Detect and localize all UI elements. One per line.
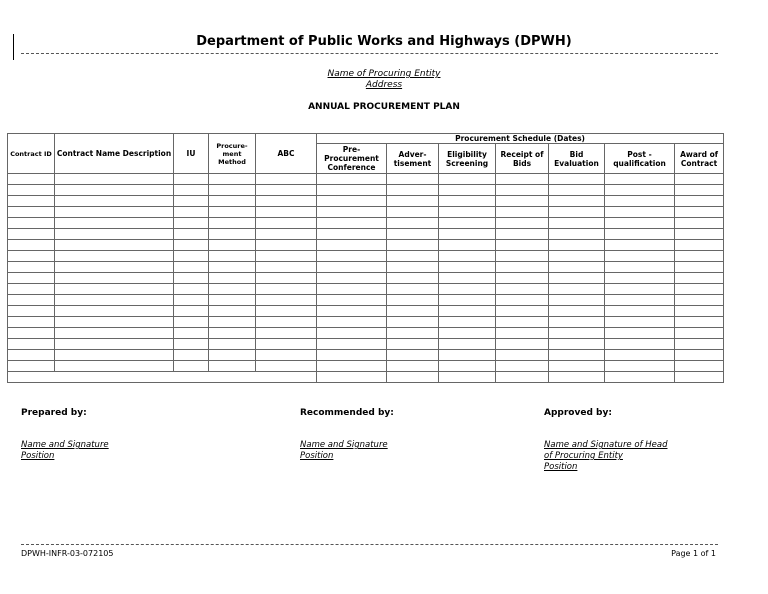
table-cell bbox=[605, 251, 675, 262]
entity-address: Address bbox=[365, 80, 403, 90]
table-cell bbox=[256, 185, 317, 196]
table-cell bbox=[317, 251, 387, 262]
table-row bbox=[8, 339, 724, 350]
table-cell bbox=[55, 262, 174, 273]
table-cell bbox=[605, 240, 675, 251]
table-cell bbox=[174, 207, 209, 218]
table-cell bbox=[209, 207, 256, 218]
table-cell bbox=[174, 262, 209, 273]
prepared-position: Position bbox=[21, 451, 55, 461]
table-cell bbox=[209, 361, 256, 372]
header-contract-id: Contract ID bbox=[8, 134, 55, 174]
table-cell bbox=[549, 273, 605, 284]
table-cell bbox=[387, 295, 439, 306]
table-cell bbox=[174, 295, 209, 306]
table-cell bbox=[256, 218, 317, 229]
table-cell bbox=[605, 295, 675, 306]
table-cell bbox=[605, 196, 675, 207]
table-row bbox=[8, 207, 724, 218]
table-cell bbox=[8, 262, 55, 273]
table-cell bbox=[605, 207, 675, 218]
table-cell bbox=[496, 251, 549, 262]
table-cell bbox=[55, 295, 174, 306]
table-cell bbox=[256, 229, 317, 240]
table-cell bbox=[496, 328, 549, 339]
table-cell bbox=[605, 262, 675, 273]
table-cell bbox=[55, 207, 174, 218]
table-cell bbox=[256, 251, 317, 262]
table-cell bbox=[256, 317, 317, 328]
table-cell bbox=[317, 295, 387, 306]
table-cell bbox=[55, 284, 174, 295]
table-cell bbox=[55, 229, 174, 240]
table-cell bbox=[256, 295, 317, 306]
table-cell bbox=[55, 328, 174, 339]
table-row bbox=[8, 251, 724, 262]
table-cell bbox=[8, 350, 55, 361]
header-pre-procurement: Pre- Procurement Conference bbox=[317, 144, 387, 174]
table-cell bbox=[387, 174, 439, 185]
table-cell bbox=[387, 196, 439, 207]
table-cell bbox=[549, 317, 605, 328]
table-cell bbox=[549, 229, 605, 240]
table-cell bbox=[174, 251, 209, 262]
recommended-position: Position bbox=[300, 451, 334, 461]
table-cell bbox=[55, 350, 174, 361]
header-divider bbox=[21, 53, 718, 54]
table-cell bbox=[317, 262, 387, 273]
table-cell bbox=[675, 185, 724, 196]
table-cell bbox=[675, 229, 724, 240]
table-cell bbox=[549, 185, 605, 196]
table-cell bbox=[387, 328, 439, 339]
table-cell bbox=[605, 185, 675, 196]
table-cell bbox=[256, 174, 317, 185]
table-cell bbox=[549, 196, 605, 207]
page-number: Page 1 of 1 bbox=[671, 549, 716, 558]
table-cell bbox=[549, 306, 605, 317]
table-cell bbox=[209, 196, 256, 207]
table-cell bbox=[317, 207, 387, 218]
table-cell bbox=[387, 361, 439, 372]
table-cell bbox=[549, 251, 605, 262]
table-cell bbox=[549, 174, 605, 185]
table-cell bbox=[256, 240, 317, 251]
header-receipt: Receipt of Bids bbox=[496, 144, 549, 174]
table-cell bbox=[387, 350, 439, 361]
table-cell bbox=[387, 240, 439, 251]
approved-name-line-2: of Procuring Entity bbox=[544, 451, 623, 461]
table-cell bbox=[8, 185, 55, 196]
table-row bbox=[8, 229, 724, 240]
header-description: Contract Name Description bbox=[55, 134, 174, 174]
table-cell bbox=[174, 317, 209, 328]
table-cell bbox=[209, 273, 256, 284]
table-cell bbox=[174, 284, 209, 295]
approved-label: Approved by: bbox=[544, 408, 612, 418]
table-row bbox=[8, 174, 724, 185]
header-eligibility: Eligibility Screening bbox=[439, 144, 496, 174]
table-cell bbox=[209, 317, 256, 328]
table-cell bbox=[8, 218, 55, 229]
table-cell bbox=[675, 372, 724, 383]
table-cell bbox=[8, 295, 55, 306]
table-row bbox=[8, 317, 724, 328]
table-cell bbox=[496, 306, 549, 317]
table-cell bbox=[675, 361, 724, 372]
table-row bbox=[8, 240, 724, 251]
table-cell bbox=[439, 240, 496, 251]
table-cell bbox=[675, 207, 724, 218]
table-cell bbox=[387, 207, 439, 218]
table-cell bbox=[317, 306, 387, 317]
table-cell bbox=[496, 240, 549, 251]
table-cell bbox=[55, 251, 174, 262]
table-cell bbox=[549, 339, 605, 350]
approved-name-line-1: Name and Signature of Head bbox=[544, 440, 668, 450]
table-cell bbox=[8, 207, 55, 218]
header-award: Award of Contract bbox=[675, 144, 724, 174]
table-cell bbox=[549, 207, 605, 218]
table-cell bbox=[605, 361, 675, 372]
table-cell bbox=[496, 229, 549, 240]
prepared-name: Name and Signature bbox=[21, 440, 109, 450]
table-cell bbox=[387, 339, 439, 350]
table-cell bbox=[209, 339, 256, 350]
table-cell bbox=[8, 229, 55, 240]
table-cell bbox=[387, 218, 439, 229]
table-cell bbox=[675, 339, 724, 350]
table-cell bbox=[439, 273, 496, 284]
table-cell bbox=[317, 339, 387, 350]
table-cell bbox=[496, 196, 549, 207]
table-cell bbox=[317, 196, 387, 207]
table-cell bbox=[549, 240, 605, 251]
table-cell bbox=[675, 317, 724, 328]
table-cell bbox=[605, 317, 675, 328]
table-cell bbox=[174, 339, 209, 350]
form-code: DPWH-INFR-03-072105 bbox=[21, 549, 114, 558]
table-cell bbox=[387, 185, 439, 196]
table-cell bbox=[496, 218, 549, 229]
table-cell bbox=[439, 361, 496, 372]
table-cell bbox=[55, 174, 174, 185]
table-cell bbox=[387, 306, 439, 317]
table-cell bbox=[675, 306, 724, 317]
table-cell bbox=[387, 229, 439, 240]
table-cell bbox=[675, 328, 724, 339]
table-cell bbox=[549, 350, 605, 361]
table-row bbox=[8, 185, 724, 196]
table-cell bbox=[605, 229, 675, 240]
table-cell bbox=[209, 174, 256, 185]
table-cell bbox=[317, 218, 387, 229]
footer-divider bbox=[21, 544, 718, 545]
table-cell bbox=[55, 306, 174, 317]
plan-title: ANNUAL PROCUREMENT PLAN bbox=[308, 102, 460, 112]
table-cell bbox=[8, 251, 55, 262]
table-cell bbox=[317, 185, 387, 196]
table-cell bbox=[256, 207, 317, 218]
table-cell bbox=[549, 295, 605, 306]
table-cell bbox=[496, 372, 549, 383]
table-cell bbox=[675, 284, 724, 295]
table-cell bbox=[256, 361, 317, 372]
table-cell bbox=[439, 229, 496, 240]
table-cell bbox=[387, 372, 439, 383]
table-cell bbox=[174, 240, 209, 251]
table-cell bbox=[496, 284, 549, 295]
table-cell bbox=[174, 273, 209, 284]
table-cell bbox=[675, 350, 724, 361]
table-cell bbox=[256, 273, 317, 284]
table-cell bbox=[605, 218, 675, 229]
table-cell bbox=[675, 251, 724, 262]
header-bid-evaluation: Bid Evaluation bbox=[549, 144, 605, 174]
table-cell bbox=[439, 185, 496, 196]
header-iu: IU bbox=[174, 134, 209, 174]
table-cell bbox=[675, 174, 724, 185]
table-row bbox=[8, 273, 724, 284]
header-advertisement: Adver- tisement bbox=[387, 144, 439, 174]
table-cell bbox=[387, 317, 439, 328]
table-cell bbox=[496, 185, 549, 196]
table-cell bbox=[174, 174, 209, 185]
table-cell bbox=[439, 196, 496, 207]
table-cell bbox=[317, 284, 387, 295]
table-row bbox=[8, 361, 724, 372]
table-cell bbox=[387, 251, 439, 262]
table-cell bbox=[209, 306, 256, 317]
table-cell bbox=[439, 262, 496, 273]
table-cell bbox=[439, 350, 496, 361]
table-cell bbox=[8, 284, 55, 295]
table-cell bbox=[439, 317, 496, 328]
table-cell bbox=[549, 284, 605, 295]
table-cell bbox=[55, 273, 174, 284]
table-cell bbox=[8, 273, 55, 284]
table-cell bbox=[439, 284, 496, 295]
table-cell bbox=[209, 229, 256, 240]
table-cell bbox=[496, 273, 549, 284]
table-cell bbox=[439, 207, 496, 218]
table-cell bbox=[496, 339, 549, 350]
table-cell bbox=[605, 273, 675, 284]
table-cell bbox=[496, 350, 549, 361]
table-cell bbox=[256, 284, 317, 295]
table-cell bbox=[605, 174, 675, 185]
table-cell bbox=[317, 317, 387, 328]
table-cell bbox=[496, 361, 549, 372]
table-cell bbox=[174, 218, 209, 229]
table-cell bbox=[8, 372, 317, 383]
procurement-table bbox=[7, 133, 724, 383]
table-cell bbox=[675, 295, 724, 306]
table-cell bbox=[55, 361, 174, 372]
table-cell bbox=[55, 185, 174, 196]
table-cell bbox=[387, 262, 439, 273]
table-cell bbox=[387, 284, 439, 295]
table-cell bbox=[256, 196, 317, 207]
table-cell bbox=[317, 174, 387, 185]
table-cell bbox=[549, 328, 605, 339]
prepared-label: Prepared by: bbox=[21, 408, 87, 418]
table-cell bbox=[256, 306, 317, 317]
table-cell bbox=[675, 262, 724, 273]
table-cell bbox=[605, 372, 675, 383]
table-cell bbox=[675, 273, 724, 284]
table-cell bbox=[496, 207, 549, 218]
table-cell bbox=[439, 306, 496, 317]
table-cell bbox=[549, 262, 605, 273]
table-cell bbox=[8, 328, 55, 339]
header-method: Procure- ment Method bbox=[209, 134, 256, 174]
table-cell bbox=[8, 306, 55, 317]
table-cell bbox=[439, 218, 496, 229]
table-cell bbox=[174, 185, 209, 196]
table-cell bbox=[8, 339, 55, 350]
table-cell bbox=[317, 328, 387, 339]
header-schedule: Procurement Schedule (Dates) bbox=[317, 134, 724, 144]
table-cell bbox=[174, 350, 209, 361]
table-row bbox=[8, 306, 724, 317]
table-cell bbox=[549, 218, 605, 229]
table-cell bbox=[256, 350, 317, 361]
table-row bbox=[8, 328, 724, 339]
table-cell bbox=[317, 361, 387, 372]
recommended-name: Name and Signature bbox=[300, 440, 388, 450]
table-row bbox=[8, 262, 724, 273]
table-cell bbox=[496, 262, 549, 273]
table-cell bbox=[256, 328, 317, 339]
table-cell bbox=[549, 372, 605, 383]
table-cell bbox=[55, 240, 174, 251]
table-cell bbox=[55, 196, 174, 207]
table-row bbox=[8, 284, 724, 295]
table-cell bbox=[605, 284, 675, 295]
table-cell bbox=[8, 317, 55, 328]
table-cell bbox=[439, 328, 496, 339]
header-abc: ABC bbox=[256, 134, 317, 174]
table-cell bbox=[549, 361, 605, 372]
entity-name: Name of Procuring Entity bbox=[327, 69, 441, 79]
table-cell bbox=[209, 262, 256, 273]
table-cell bbox=[317, 273, 387, 284]
table-cell bbox=[496, 174, 549, 185]
table-cell bbox=[496, 317, 549, 328]
table-cell bbox=[675, 218, 724, 229]
table-cell bbox=[675, 196, 724, 207]
table-row bbox=[8, 295, 724, 306]
table-cell bbox=[209, 328, 256, 339]
approved-position: Position bbox=[544, 462, 578, 472]
recommended-label: Recommended by: bbox=[300, 408, 394, 418]
table-body bbox=[8, 174, 724, 383]
table-cell bbox=[605, 328, 675, 339]
table-cell bbox=[256, 262, 317, 273]
table-cell bbox=[605, 339, 675, 350]
table-cell bbox=[439, 174, 496, 185]
table-cell bbox=[8, 240, 55, 251]
table-cell bbox=[174, 229, 209, 240]
table-cell bbox=[439, 251, 496, 262]
table-cell bbox=[8, 361, 55, 372]
table-cell bbox=[317, 350, 387, 361]
table-row bbox=[8, 196, 724, 207]
table-cell bbox=[209, 350, 256, 361]
table-cell bbox=[209, 218, 256, 229]
table-cell bbox=[174, 328, 209, 339]
table-cell bbox=[256, 339, 317, 350]
table-cell bbox=[174, 196, 209, 207]
table-cell bbox=[317, 229, 387, 240]
table-cell bbox=[439, 295, 496, 306]
table-cell bbox=[605, 306, 675, 317]
page-title: Department of Public Works and Highways (DPWH) bbox=[196, 34, 572, 49]
table-cell bbox=[55, 317, 174, 328]
table-cell bbox=[496, 295, 549, 306]
table-cell bbox=[209, 284, 256, 295]
table-cell bbox=[209, 295, 256, 306]
table-row bbox=[8, 218, 724, 229]
table-row bbox=[8, 350, 724, 361]
table-cell bbox=[605, 350, 675, 361]
header-post-qualification: Post -qualification bbox=[605, 144, 675, 174]
table-cell bbox=[675, 240, 724, 251]
table-cell bbox=[439, 372, 496, 383]
table-cell bbox=[209, 185, 256, 196]
table-cell bbox=[8, 174, 55, 185]
table-cell bbox=[55, 339, 174, 350]
table-cell bbox=[209, 240, 256, 251]
table-cell bbox=[174, 361, 209, 372]
table-cell bbox=[317, 372, 387, 383]
table-cell bbox=[55, 218, 174, 229]
table-cell bbox=[387, 273, 439, 284]
table-cell bbox=[209, 251, 256, 262]
table-cell bbox=[317, 240, 387, 251]
table-row bbox=[8, 372, 724, 383]
table-cell bbox=[8, 196, 55, 207]
table-cell bbox=[174, 306, 209, 317]
table-cell bbox=[439, 339, 496, 350]
